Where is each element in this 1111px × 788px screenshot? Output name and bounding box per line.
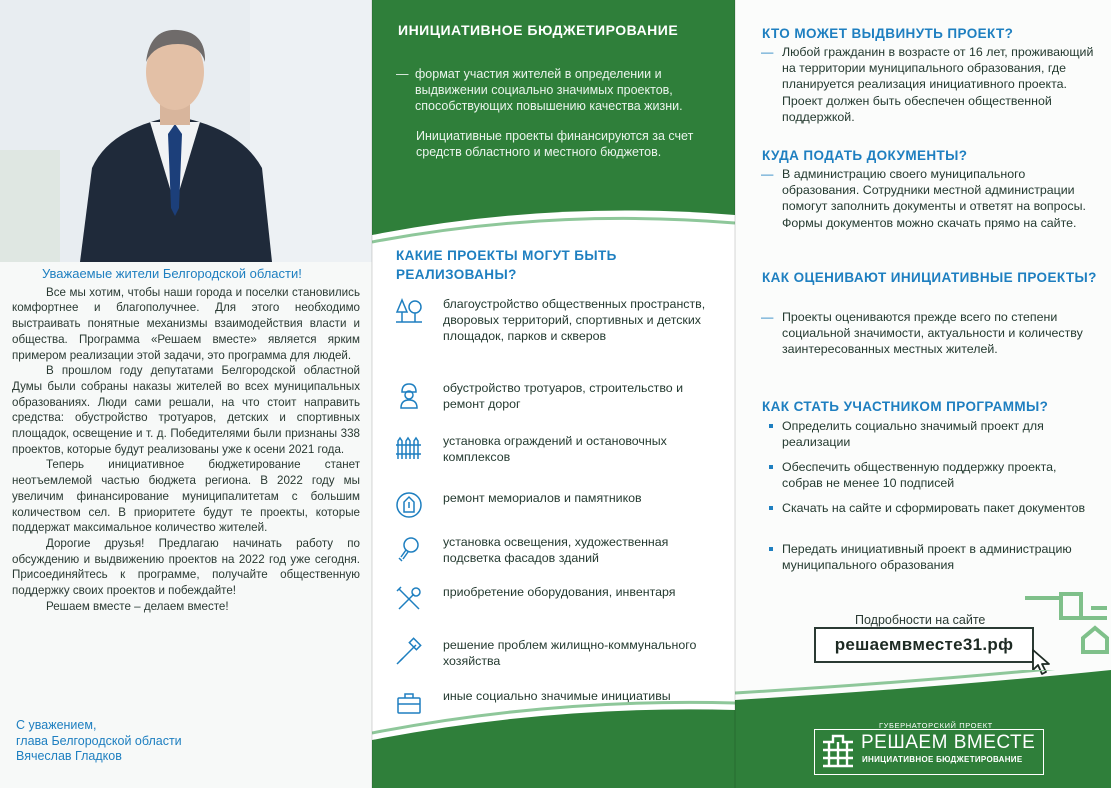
- step-text: Скачать на сайте и сформировать пакет документов: [782, 501, 1086, 515]
- appeal-text: [12, 262, 360, 614]
- signature: [16, 718, 182, 765]
- website-link[interactable]: [814, 627, 1034, 663]
- appeal-heading: Уважаемые жители Белгородской области!: [42, 266, 302, 281]
- appeal-paragraph: Решаем вместе – делаем вместе!: [46, 599, 229, 613]
- list-item-label: установка освещения, художественная подсветка фасадов зданий: [443, 535, 669, 565]
- appeal-paragraph: Все мы хотим, чтобы наши города и поселки становились комфортнее и благополучнее. Для этого необходимо выстраивать понятные механизмы взаимодействия власти и общества. Программа «Решаем вместе» является ярким примером реализации этой задачи, это программа для людей.: [12, 285, 360, 362]
- worker-icon: [394, 380, 424, 410]
- tools-icon: [394, 584, 424, 614]
- dash-mark: —: [396, 67, 409, 81]
- appeal-paragraph: В прошлом году депутатами Белгородской областной Думы были собраны наказы жителей во всех муниципальных образованиях. Люди сами решали, на что стоит направить средства: обустройство тротуаров, детских и спортивных площадок, освещение и т. д. Победителями были признаны 338 проектов, которые будут реализованы уже к осени 2021 года.: [12, 364, 360, 456]
- details-label: Подробности на сайте: [855, 613, 986, 627]
- signature-line: глава Белгородской области: [16, 733, 182, 748]
- definition: [396, 66, 716, 114]
- projects-title: КАКИЕ ПРОЕКТЫ МОГУТ БЫТЬ РЕАЛИЗОВАНЫ?: [396, 248, 617, 282]
- list-item-label: благоустройство общественных пространств, дворовых территорий, спортивных и детских площадок, парков и скверов: [443, 297, 706, 343]
- list-item-label: решение проблем жилищно-коммунального хозяйства: [443, 638, 697, 668]
- step-text: Обеспечить общественную поддержку проекта, собрав не менее 10 подписей: [782, 460, 1057, 490]
- step-item: [769, 500, 1089, 516]
- governor-project-label: ГУБЕРНАТОРСКИЙ ПРОЕКТ: [879, 721, 993, 730]
- step-text: Передать инициативный проект в администрацию муниципального образования: [782, 542, 1072, 572]
- appeal-paragraph: Дорогие друзья! Предлагаю начинать работу по обсуждению и выдвижению проектов на 2022 год уже сегодня. Присоединяйтесь к программе, получайте общественную поддержку своих проектов и побеждайте!: [12, 536, 360, 598]
- panel-appeal: [0, 0, 372, 788]
- who-text: [761, 44, 1101, 125]
- join-title: КАК СТАТЬ УЧАСТНИКОМ ПРОГРАММЫ?: [762, 399, 1049, 414]
- wave-footer: [372, 700, 735, 788]
- panel-projects: [372, 0, 735, 788]
- website-url[interactable]: решаемвместе31.рф: [834, 635, 1014, 654]
- who-title: КТО МОЖЕТ ВЫДВИНУТЬ ПРОЕКТ?: [762, 26, 1014, 41]
- park-icon: [394, 296, 424, 326]
- lightbulb-icon: [394, 534, 424, 564]
- fence-icon: [394, 433, 424, 463]
- list-item-label: установка ограждений и остановочных комплексов: [443, 434, 667, 464]
- pipe-icon: [394, 637, 424, 667]
- eval-title: КАК ОЦЕНИВАЮТ ИНИЦИАТИВНЫЕ ПРОЕКТЫ?: [762, 270, 1097, 285]
- logo-mark-icon: [821, 734, 855, 768]
- bullet-icon: [769, 465, 773, 469]
- step-item: [769, 418, 1089, 450]
- bullet-icon: [769, 424, 773, 428]
- list-item-label: приобретение оборудования, инвентаря: [443, 585, 676, 599]
- step-text: Определить социально значимый проект для реализации: [782, 419, 1044, 449]
- logo-title: РЕШАЕМ ВМЕСТЕ: [861, 732, 1036, 753]
- dash-mark: —: [761, 45, 774, 59]
- where-text: [761, 166, 1101, 231]
- list-item-label: обустройство тротуаров, строительство и ремонт дорог: [443, 381, 684, 411]
- signature-line: С уважением,: [16, 718, 97, 732]
- signature-line: Вячеслав Гладков: [16, 749, 122, 763]
- governor-portrait: [0, 0, 372, 262]
- step-item: [769, 459, 1089, 491]
- list-item-label: ремонт мемориалов и памятников: [443, 491, 642, 505]
- step-item: [769, 541, 1089, 573]
- fold-line: [734, 0, 736, 788]
- eval-text: [761, 309, 1101, 358]
- who-text-body: Любой гражданин в возрасте от 16 лет, проживающий на территории муниципального образования, где планируется реализация инициативного проекта. Проект должен быть обеспечен общественной поддержкой.: [782, 45, 1094, 124]
- fold-line: [371, 0, 373, 788]
- eval-text-body: Проекты оцениваются прежде всего по степени социальной значимости, актуальности и количеству заинтересованных местных жителей.: [782, 310, 1083, 357]
- appeal-paragraph: Теперь инициативное бюджетирование станет неотъемлемой частью бюджета региона. В 2022 году мы увеличим финансирование муниципалитетам с большим количеством сел. В приоритете будут те проекты, которые поддержат максимальное количество жителей.: [12, 458, 360, 535]
- bullet-icon: [769, 506, 773, 510]
- definition-text: формат участия жителей в определении и выдвижении социально значимых проектов, способствующих повышению качества жизни.: [415, 67, 683, 113]
- dash-mark: —: [761, 167, 774, 181]
- where-text-body: В администрацию своего муниципального образования. Сотрудники местной администрации помогут заполнить документы и ответят на вопросы. Формы документов можно скачать прямо на сайте.: [782, 167, 1086, 230]
- bullet-icon: [769, 547, 773, 551]
- list-item-label: иные социально значимые инициативы: [443, 689, 671, 703]
- portrait-illustration: [0, 0, 372, 262]
- main-title: ИНИЦИАТИВНОЕ БЮДЖЕТИРОВАНИЕ: [398, 22, 679, 38]
- logo-subtitle: ИНИЦИАТИВНОЕ БЮДЖЕТИРОВАНИЕ: [862, 755, 1023, 764]
- dash-mark: —: [761, 310, 774, 324]
- financing-text: Инициативные проекты финансируются за счет средств областного и местного бюджетов.: [416, 129, 694, 159]
- panel-participation: [735, 0, 1111, 788]
- monument-icon: [394, 490, 424, 520]
- where-title: КУДА ПОДАТЬ ДОКУМЕНТЫ?: [762, 148, 968, 163]
